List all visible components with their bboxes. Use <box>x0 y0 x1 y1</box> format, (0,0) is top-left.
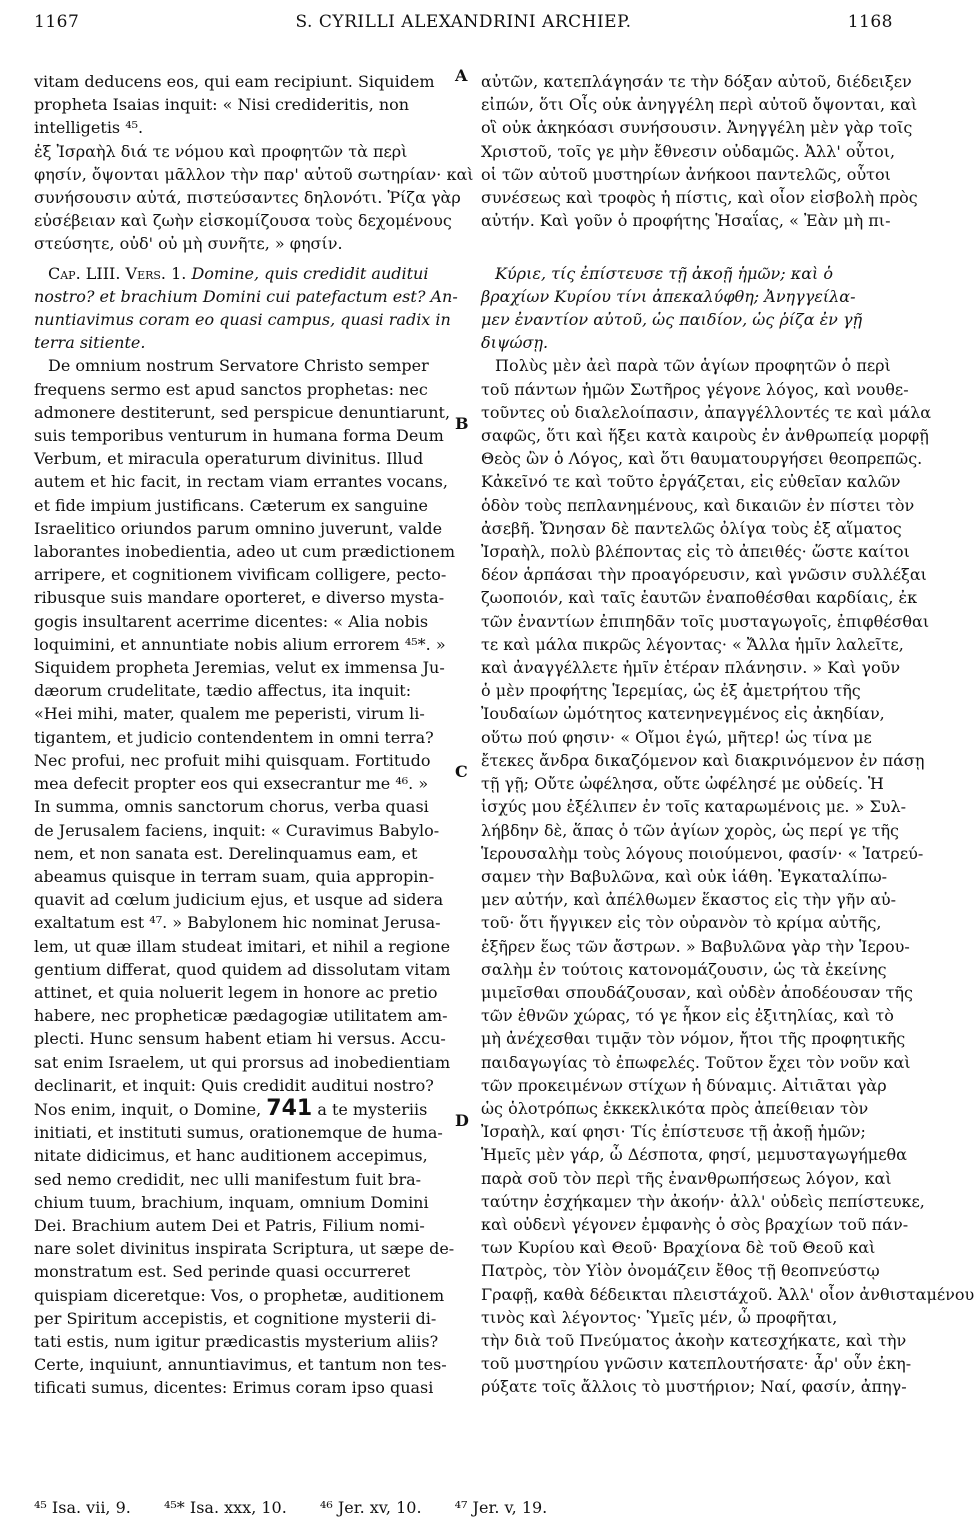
text-line: intelligetis ⁴⁵. <box>34 118 144 138</box>
lemma-line: nuntiavimus coram eo quasi campus, quasi radix in <box>34 310 451 330</box>
text-line: Ἰσραὴλ, πολὺ βλέποντας εἰς τὸ ἀπειθές· ὥστε καίτοι <box>481 542 910 562</box>
text-line: ribusque suis mandare oporteret, e diverso mysta- <box>34 588 445 608</box>
text-line: Γραφῇ, καθὰ δέδεικται πλειστάχοῦ. Ἀλλ' οἷον ἀνθισταμένου <box>481 1284 974 1304</box>
text-line: tigantem, et judicio contendentem in omni terra? <box>34 727 434 747</box>
top-left-column <box>34 70 474 256</box>
text-line: suis temporibus venturum in humana forma Deum <box>34 426 444 446</box>
text-line: συνέσεως καὶ τροφὸς ἡ πίστις, καὶ οἷον εἰσβολὴ πρὸς <box>481 188 918 208</box>
footnote: ⁴⁵ Isa. vii, 9. <box>34 1498 131 1517</box>
text-line: φησίν, ὄψονται μᾶλλον τὴν παρ' αὐτοῦ σωτηρίαν· καὶ <box>34 164 474 184</box>
text-line: Verbum, et miracula operaturum divinitus. Illud <box>34 449 424 469</box>
text-line: quispiam diceretque: Vos, o prophetæ, auditionem <box>34 1285 445 1305</box>
text-line: τοῦ μυστηρίου γνῶσιν κατεπλουτήσατε· ἆρ' οὖν ἐκη- <box>481 1354 912 1374</box>
text-line: Θεὸς ὢν ὁ Λόγος, καὶ ὅτι θαυματουργήσει θεοπρεπῶς. <box>481 449 923 469</box>
text-line: chium tuum, brachium, inquam, omnium Domini <box>34 1192 429 1212</box>
text-line: τῶν ἐθνῶν χώρας, τό γε ἧκον εἰς ἐξιτηλίας, καὶ τὸ <box>481 1006 894 1026</box>
text-line: ὁ μὲν προφήτης Ἱερεμίας, ὡς ἐξ ἀμετρήτου τῆς <box>481 681 861 701</box>
text-line: Certe, inquiunt, annuntiavimus, et tantum non tes- <box>34 1355 447 1375</box>
text-line: arripere, et cognitionem vivificam colligere, pecto- <box>34 565 447 585</box>
text-line: Πολὺς μὲν ἀεὶ παρὰ τῶν ἁγίων προφητῶν ὁ περὶ <box>495 356 891 376</box>
text-line: ἐξῆρεν ἕως τῶν ἄστρων. » Βαβυλῶνα γὰρ τὴν Ἱερου- <box>481 936 910 956</box>
margin-letter-d: D <box>455 1111 469 1130</box>
text-line: habere, nec propheticæ pædagogiæ utilitatem am- <box>34 1006 448 1026</box>
text-line: sat enim Israelem, ut qui prorsus ad inobedientiam <box>34 1052 451 1072</box>
footnote: ⁴⁷ Jer. v, 19. <box>454 1498 548 1517</box>
main-columns <box>34 262 974 1400</box>
lemma-line: terra sitiente. <box>34 333 146 353</box>
text-line: ἰσχύς μου ἐξέλιπεν ἐν τοῖς καταρωμένοις με. » Συλ- <box>481 797 907 817</box>
latin-column <box>34 262 458 1400</box>
text-line: Ἰουδαίων ὠμότητος κατενηνεγμένος εἰς ἀκηδίαν, <box>481 704 885 724</box>
chapter-label: Cap. LIII. Vers. 1. <box>48 263 187 283</box>
footnote: ⁴⁶ Jer. xv, 10. <box>319 1498 422 1517</box>
text-line: καὶ οὐδενὶ γέγονεν ἐμφανὴς ὁ σὸς βραχίων τοῦ πάν- <box>481 1214 909 1234</box>
lemma-line: Κύριε, τίς ἐπίστευσε τῇ ἀκοῇ ἡμῶν; καὶ ὁ <box>495 263 833 283</box>
text-line: ὡς ὁλοτρόπως ἐκκεκλικότα πρὸς ἀπείθειαν τὸν <box>481 1098 869 1118</box>
text-line: των Κυρίου καὶ Θεοῦ· Βραχίονα δὲ τοῦ Θεοῦ καὶ <box>481 1238 876 1258</box>
text-line: In summa, omnis sanctorum chorus, verba quasi <box>34 797 429 817</box>
text-line: οἳ οὐκ ἀκηκόασι συνήσουσιν. Ἀνηγγέλη μὲν γὰρ τοῖς <box>481 118 913 138</box>
text-line: ἐξ Ἰσραὴλ διά τε νόμου καὶ προφητῶν τὰ περὶ <box>34 141 408 161</box>
text-line: Dei. Brachium autem Dei et Patris, Filium nomi- <box>34 1215 425 1235</box>
text-line: ρύξατε τοῖς ἄλλοις τὸ μυστήριον; Ναί, φασίν, ἀπηγ- <box>481 1377 907 1397</box>
text-line: monstratum est. Sed perinde quasi occurreret <box>34 1262 411 1282</box>
text-line: Χριστοῦ, τοῖς γε μὴν ἔθνεσιν οὐδαμῶς. Ἀλλ' οὗτοι, <box>481 141 896 161</box>
text-line: οἱ τῶν αὐτοῦ μυστηρίων ἀνήκοοι παντελῶς, οὗτοι <box>481 164 891 184</box>
text-line: plecti. Hunc sensum habent etiam hi versus. Accu- <box>34 1029 446 1049</box>
text-line: frequens sermo est apud sanctos prophetas: nec <box>34 379 428 399</box>
text-line: δέον ἁρπάσαι τὴν προαγόρευσιν, καὶ γνῶσιν συλλέξαι <box>481 565 927 585</box>
text-line: εἰπών, ὅτι Οἷς οὐκ ἀνηγγέλη περὶ αὐτοῦ ὄψονται, καὶ <box>481 95 918 115</box>
text-line: παιδαγωγίας τὸ ἐπωφελές. Τοῦτον ἔχει τὸν νοῦν καὶ <box>481 1052 911 1072</box>
column-number: 741 <box>266 1095 313 1121</box>
text-line: nitate didicimus, et hanc auditionem accepimus, <box>34 1146 428 1166</box>
text-line: μεν αὐτήν, καὶ ἀπέλθωμεν ἕκαστος εἰς τὴν γῆν αὐ- <box>481 890 897 910</box>
text-line: nare solet divinitus inspirata Scriptura, ut sæpe de- <box>34 1239 455 1259</box>
top-right-column <box>481 70 918 256</box>
text-line: de Jerusalem faciens, inquit: « Curavimus Babylo- <box>34 820 440 840</box>
margin-letter-b: B <box>455 414 469 433</box>
text-line: Israelitico oriundos parum omnino juverunt, valde <box>34 518 443 538</box>
lemma-line: μεν ἐναντίον αὐτοῦ, ὡς παιδίον, ὡς ῥίζα ἐν γῇ <box>481 310 863 330</box>
text-line: vitam deducens eos, qui eam recipiunt. Siquidem <box>34 72 435 91</box>
right-page-number: 1168 <box>847 12 893 32</box>
text-line: abeamus quisque in terram suam, quia appropin- <box>34 866 435 886</box>
text-line: τῶν προκειμένων στίχων ἡ δύναμις. Αἰτιᾶται γὰρ <box>481 1075 887 1095</box>
text-line: declinarit, et inquit: Quis credidit auditui nostro? <box>34 1075 434 1095</box>
text-line: laborantes inobedientia, adeo ut cum prædictionem <box>34 542 456 562</box>
text-line: λήβδην δὲ, ἅπας ὁ τῶν ἁγίων χορὸς, ὡς περί γε τῆς <box>481 820 899 840</box>
text-line: propheta Isaias inquit: « Nisi credideritis, non <box>34 95 410 115</box>
text-line: Siquidem propheta Jeremias, velut ex immensa Ju- <box>34 658 445 678</box>
footnotes <box>34 1498 893 1517</box>
text-line: mea defecit propter eos qui exsecrantur me ⁴⁶. » <box>34 774 429 794</box>
text-line: Nec profui, nec profuit mihi quisquam. Fortitudo <box>34 750 431 770</box>
text-line: σαλὴμ ἐν τούτοις κατονομάζουσιν, ὡς τὰ ἐκείνης <box>481 959 887 979</box>
lemma-line: βραχίων Κυρίου τίνι ἀπεκαλύφθη; Ἀνηγγείλα- <box>481 286 856 306</box>
text-line: Πατρὸς, τὸν Υἱὸν ὀνομάζειν ἔθος τῇ θεοπνεύστῳ <box>481 1261 880 1281</box>
text-line: «Hei mihi, mater, qualem me peperisti, virum li- <box>34 704 425 724</box>
top-section <box>34 70 918 256</box>
greek-column <box>481 262 974 1400</box>
text-line: De omnium nostrum Servatore Christo semper <box>48 356 429 376</box>
text-line: admonere destiterunt, sed perspicue denuntiarunt, <box>34 402 451 422</box>
text-line: attinet, et quia noluerit legem in honore ac pretio <box>34 982 438 1002</box>
text-line: καὶ ἀναγγέλλετε ἡμῖν ἑτέραν πλάνησιν. » Καὶ γοῦν <box>481 658 901 678</box>
text-line: ταύτην ἐσχήκαμεν τὴν ἀκοήν· ἀλλ' οὐδεὶς πεπίστευκε, <box>481 1191 925 1211</box>
text-line: sed nemo credidit, nec ulli manifestum fuit bra- <box>34 1169 422 1189</box>
text-line: ζωοποιόν, καὶ ταῖς ἑαυτῶν ἐναποθέσθαι καρδίαις, ἐκ <box>481 588 918 608</box>
footnote: ⁴⁵* Isa. xxx, 10. <box>163 1498 287 1517</box>
text-line: loquimini, et annuntiate nobis alium errorem ⁴⁵*. » <box>34 634 446 654</box>
text-line: tificati sumus, dicentes: Erimus coram ipso quasi <box>34 1378 434 1398</box>
text-line: αὐτήν. Καὶ γοῦν ὁ προφήτης Ἡσαΐας, « Ἐὰν μὴ πι- <box>481 211 891 231</box>
text-line: σαμεν τὴν Βαβυλῶνα, καὶ οὐκ ἰάθη. Ἐγκαταλίπω- <box>481 866 888 886</box>
text-line: τοῦντες οὐ διαλελοίπασιν, ἀπαγγέλλοντές τε καὶ μάλα <box>481 402 932 422</box>
page-header <box>34 12 893 42</box>
text-line: quavit ad cœlum judicium ejus, et usque ad sidera <box>34 890 444 910</box>
text-line: per Spiritum accepistis, et cognitione mysterii di- <box>34 1308 437 1328</box>
text-line: nem, et non sanata est. Derelinquamus eam, et <box>34 843 418 863</box>
text-line: Ἡμεῖς μὲν γάρ, ὦ Δέσποτα, φησί, μεμυσταγωγήμεθα <box>481 1145 907 1165</box>
text-line: tati estis, num igitur prædicastis mysterium aliis? <box>34 1331 439 1351</box>
text-line: initiati, et instituti sumus, orationemque de huma- <box>34 1123 443 1143</box>
text-line: lem, ut quæ illam studeat imitari, et nihil a regione <box>34 936 451 956</box>
text-line: στεύσητε, οὐδ' οὐ μὴ συνῆτε, » φησίν. <box>34 234 343 254</box>
text-line: exaltatum est ⁴⁷. » Babylonem hic nominat Jerusa- <box>34 913 441 933</box>
text-line: τὴν διὰ τοῦ Πνεύματος ἀκοὴν κατεσχήκατε, καὶ τὴν <box>481 1330 907 1350</box>
left-page-number: 1167 <box>34 12 80 32</box>
text-line: et fide impium justificans. Cæterum ex sanguine <box>34 495 429 515</box>
running-head: S. CYRILLI ALEXANDRINI ARCHIEP. <box>295 12 632 32</box>
text-line: τῶν ἐναντίων ἐπιπηδᾶν τοῖς μυσταγωγοῖς, ἐπιφθέσθαι <box>481 611 930 631</box>
text-line: Κἀκεῖνό τε καὶ τοῦτο ἐργάζεται, εἰς εὐθεῖαν καλῶν <box>481 472 901 492</box>
text-line: τε καὶ μάλα πικρῶς λέγοντας· « Ἄλλα ἡμῖν λαλεῖτε, <box>481 634 904 654</box>
text-line: Ἰσραὴλ, καί φησι· Τίς ἐπίστευσε τῇ ἀκοῇ ἡμῶν; <box>481 1122 866 1142</box>
text-line: ἀσεβῆ. Ὤνησαν δὲ παντελῶς ὀλίγα τοὺς ἐξ αἵματος <box>481 518 902 538</box>
text-line: gogis insultarent acerrime dicentes: « Alia nobis <box>34 611 429 631</box>
lemma-line: nostro? et brachium Domini cui patefactum est? An- <box>34 286 458 306</box>
text-line-suffix: a te mysteriis <box>317 1099 428 1119</box>
text-line: ὁδὸν τοὺς πεπλανημένους, καὶ δικαιῶν ἐν πίστει τὸν <box>481 495 915 515</box>
text-line: τινὸς καὶ λέγοντος· Ὑμεῖς μέν, ὦ προφῆται, <box>481 1307 838 1327</box>
margin-letter-a: A <box>455 66 468 85</box>
text-line: τοῦ πάντων ἡμῶν Σωτῆρος γέγονε λόγος, καὶ νουθε- <box>481 379 909 399</box>
text-line: Nos enim, inquit, o Domine, <box>34 1099 262 1119</box>
text-line: dæorum crudelitate, tædio affectus, ita inquit: <box>34 681 412 701</box>
text-line: Ἱερουσαλὴμ τοὺς λόγους ποιούμενοι, φασίν· « Ἰατρεύ- <box>481 843 924 863</box>
lemma-line: διψώσῃ. <box>481 333 549 353</box>
text-line: μιμεῖσθαι σπουδάζουσαν, καὶ οὐδὲν ἀποδέουσαν τῆς <box>481 982 913 1002</box>
text-line: μὴ ἀνέχεσθαι τιμᾷν τὸν νόμον, ἤτοι τῆς προφητικῆς <box>481 1029 906 1049</box>
margin-letter-c: C <box>455 762 468 781</box>
text-line: τῇ γῇ; Οὔτε ὠφέλησα, οὔτε ὠφέλησέ με οὐδείς. Ἡ <box>481 774 884 794</box>
text-block <box>34 70 974 1400</box>
text-line: συνήσουσιν αὐτά, πιστεύσαντες δηλονότι. Ῥίζα γὰρ <box>34 188 461 208</box>
text-line: ἔτεκες ἄνδρα δικαζόμενον καὶ διακρινόμενον ἐν πάσῃ <box>481 750 925 770</box>
text-line: τοῦ· ὅτι ἤγγικεν εἰς τὸν οὐρανὸν τὸ κρίμα αὐτῆς, <box>481 913 882 933</box>
text-line: autem et hic facit, in rectam viam errantes vocans, <box>34 472 448 492</box>
text-line: εὐσέβειαν καὶ ζωὴν εἰσκομίζουσα τοὺς δεχομένους <box>34 211 452 231</box>
text-line: οὕτω πού φησιν· « Οἴμοι ἐγώ, μῆτερ! ὡς τίνα με <box>481 727 872 747</box>
text-line: σαφῶς, ὅτι καὶ ἥξει κατὰ καιροὺς ἐν ἀνθρωπείᾳ μορφῇ <box>481 426 929 446</box>
text-line: παρὰ σοῦ τὸν περὶ τῆς ἐνανθρωπήσεως λόγον, καὶ <box>481 1168 892 1188</box>
lemma-line: Domine, quis credidit auditui <box>191 263 429 283</box>
text-line: αὐτῶν, κατεπλάγησάν τε τὴν δόξαν αὐτοῦ, διέδειξεν <box>481 72 912 91</box>
text-line: gentium differat, quod quidem ad dissolutam vitam <box>34 959 451 979</box>
